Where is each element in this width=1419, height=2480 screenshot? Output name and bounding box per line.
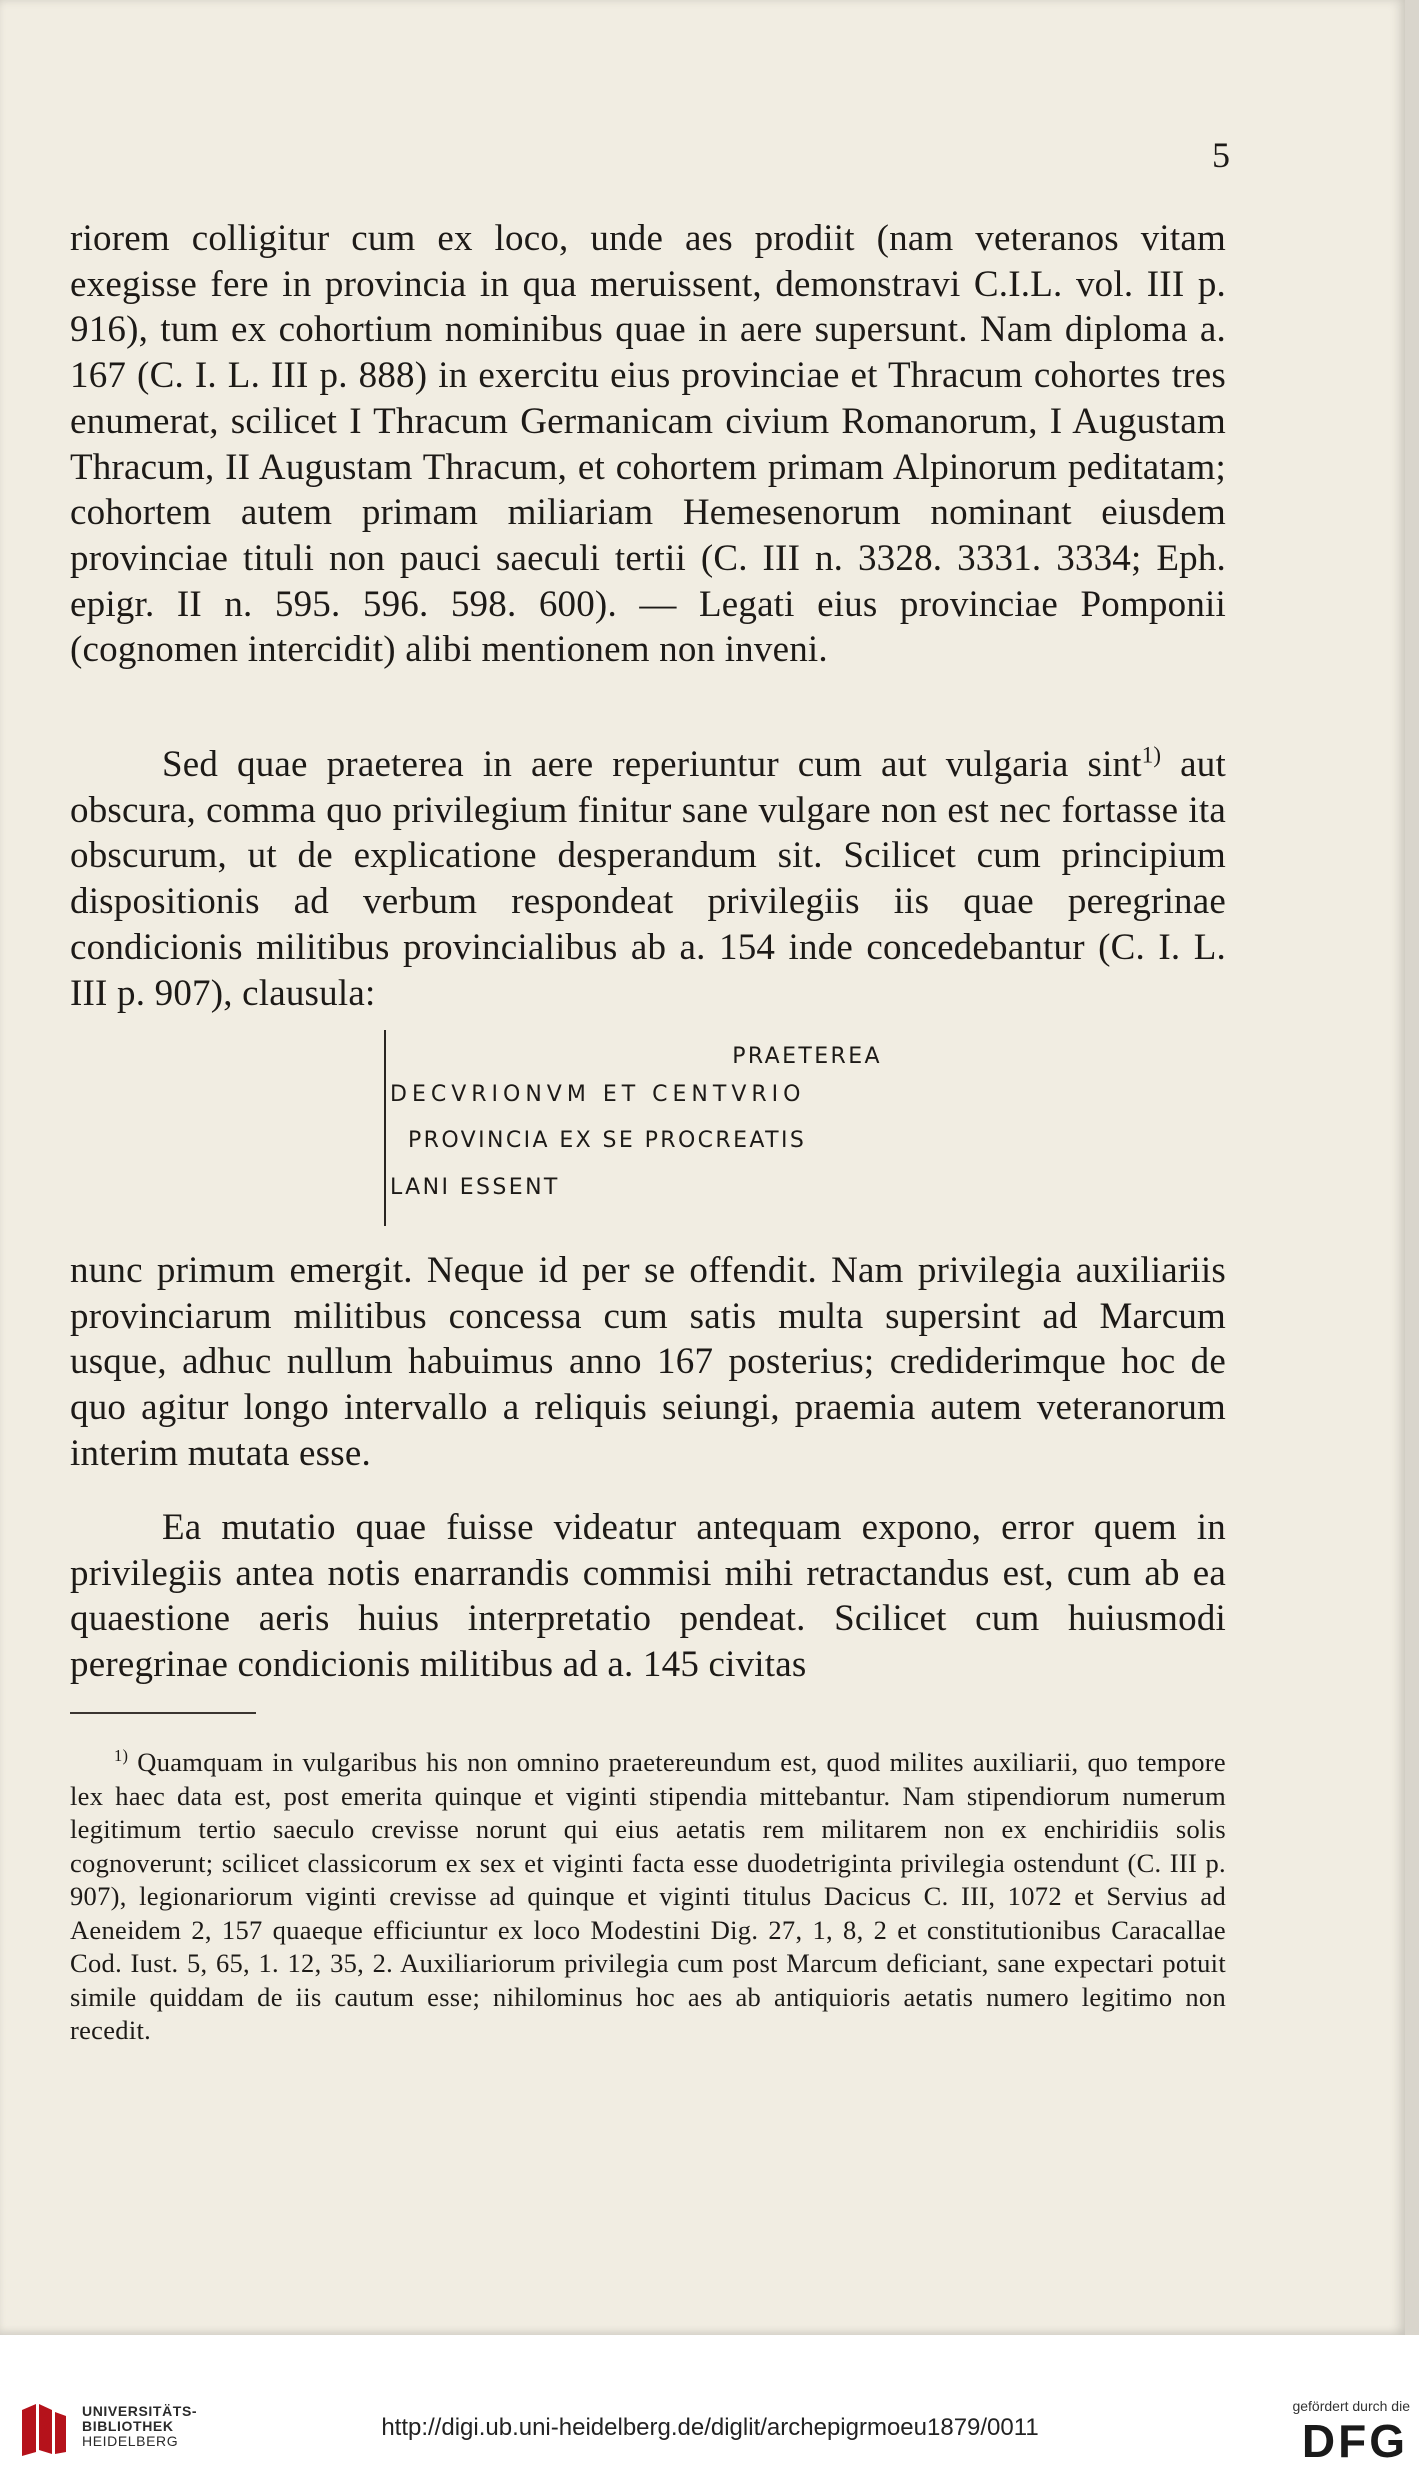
paragraph-2-after-note: aut obscura, comma quo privilegium finitur sane vulgare non est nec fortasse ita obscurum, ut de explicatione desperandum sit. Scilicet cum principium dispositionis ad verbum respondeat privilegiis iis quae peregrinae condicionis militibus provincialibus ab a. 154 inde concedebantur (C. I. L. III p. 907), clausula: xyxy=(70,744,1226,1014)
paragraph-2 xyxy=(70,742,1226,1016)
footnote xyxy=(70,1746,1226,2048)
page-edge xyxy=(1405,0,1419,2335)
library-name xyxy=(82,2404,197,2449)
footnote-reference[interactable]: 1) xyxy=(1141,742,1162,768)
dfg-logo[interactable] xyxy=(1255,2398,1410,2468)
paragraph-1-text: riorem colligitur cum ex loco, unde aes prodiit (nam veteranos vitam exegisse fere in provincia in qua meruissent, demonstravi C.I.L. vol. III p. 916), tum ex cohortium nominibus quae in aere supersunt. Nam diploma a. 167 (C. I. L. III p. 888) in exercitu eius provinciae et Thracum cohortes tres enumerat, scilicet I Thracum Germanicam civium Romanorum, I Augustam Thracum, II Augustam Thracum, et cohortem primam Alpinorum peditatam; cohortem autem primam miliariam Hemesenorum nominant eiusdem provinciae tituli non pauci saeculi tertii (C. III n. 3328. 3331. 3334; Eph. epigr. II n. 595. 596. 598. 600). — Legati eius provinciae Pomponii (cognomen intercidit) alibi mentionem non inveni. xyxy=(70,218,1226,671)
paragraph-3 xyxy=(70,1248,1226,1477)
inscription-line-1: PRAETEREA xyxy=(732,1044,882,1069)
footnote-text: Quamquam in vulgaribus his non omnino praetereundum est, quod milites auxiliarii, quo tempore lex haec data est, post emerita quinque et viginti stipendia mittebantur. Nam stipendiorum numerum legitimum tertio saeculo crevisse norunt qui eius aetatis rem militarem non ex enchiridiis solis cognoverunt; scilicet classicorum ex sex et viginti facta esse duodetriginta privilegia ostendunt (C. III p. 907), legionariorum viginti crevisse ad quinque et viginti titulus Dacicus C. III, 1072 et Servius ad Aeneidem 2, 157 quaeque efficiuntur ex loco Modestini Dig. 27, 1, 8, 2 et constitutionibus Caracallae Cod. Iust. 5, 65, 1. 12, 35, 2. Auxiliariorum privilegia cum post Marcum deficiant, sane expectari potuit simile quiddam de iis cautum esse; nihilominus hoc aes ab antiquioris aetatis numero legitimo non recedit. xyxy=(70,1747,1226,2045)
source-url-link[interactable]: http://digi.ub.uni-heidelberg.de/diglit/archepigrmoeu1879/0011 xyxy=(381,2414,1039,2441)
inscription-line-3: PROVINCIA EX SE PROCREATIS xyxy=(408,1128,807,1153)
dfg-wordmark: DFG xyxy=(1301,2415,1408,2467)
funder-label: gefördert durch die xyxy=(1292,2398,1410,2414)
paragraph-2-text xyxy=(70,742,1226,1016)
paragraph-4-text: Ea mutatio quae fuisse videatur antequam expono, error quem in privilegiis antea notis enarrandis commisi mihi retractandus est, cum ab ea quaestione aeris huius interpretatio pendeat. Scilicet cum huiusmodi peregrinae condicionis militibus ad a. 145 civitas xyxy=(70,1507,1226,1686)
page-number: 5 xyxy=(1212,135,1230,175)
inscription-line-2: DECVRIONVM ET CENTVRIO xyxy=(390,1082,806,1107)
inscription-clause xyxy=(384,1030,906,1226)
inscription-line-4: LANI ESSENT xyxy=(390,1175,560,1200)
paragraph-2-before-note: Sed quae praeterea in aere reperiuntur cum aut vulgaria sint xyxy=(162,744,1142,785)
footnote-marker: 1) xyxy=(114,1746,129,1766)
library-emblem-icon xyxy=(16,2400,72,2458)
library-logo[interactable] xyxy=(16,2400,216,2460)
paragraph-1 xyxy=(70,216,1226,673)
paragraph-4 xyxy=(70,1505,1226,1688)
paragraph-3-text: nunc primum emergit. Neque id per se offendit. Nam privilegia auxiliariis provinciarum militibus concessa cum satis multa supersint ad Marcum usque, adhuc nullum habuimus anno 167 posterius; crediderimque hoc de quo agitur longo intervallo a reliquis seiungi, praemia autem veteranorum interim mutata esse. xyxy=(70,1250,1226,1474)
library-line-3: HEIDELBERG xyxy=(82,2433,179,2449)
footnote-separator xyxy=(70,1712,256,1714)
library-line-2: BIBLIOTHEK xyxy=(82,2418,174,2434)
library-line-1: UNIVERSITÄTS- xyxy=(82,2403,198,2419)
